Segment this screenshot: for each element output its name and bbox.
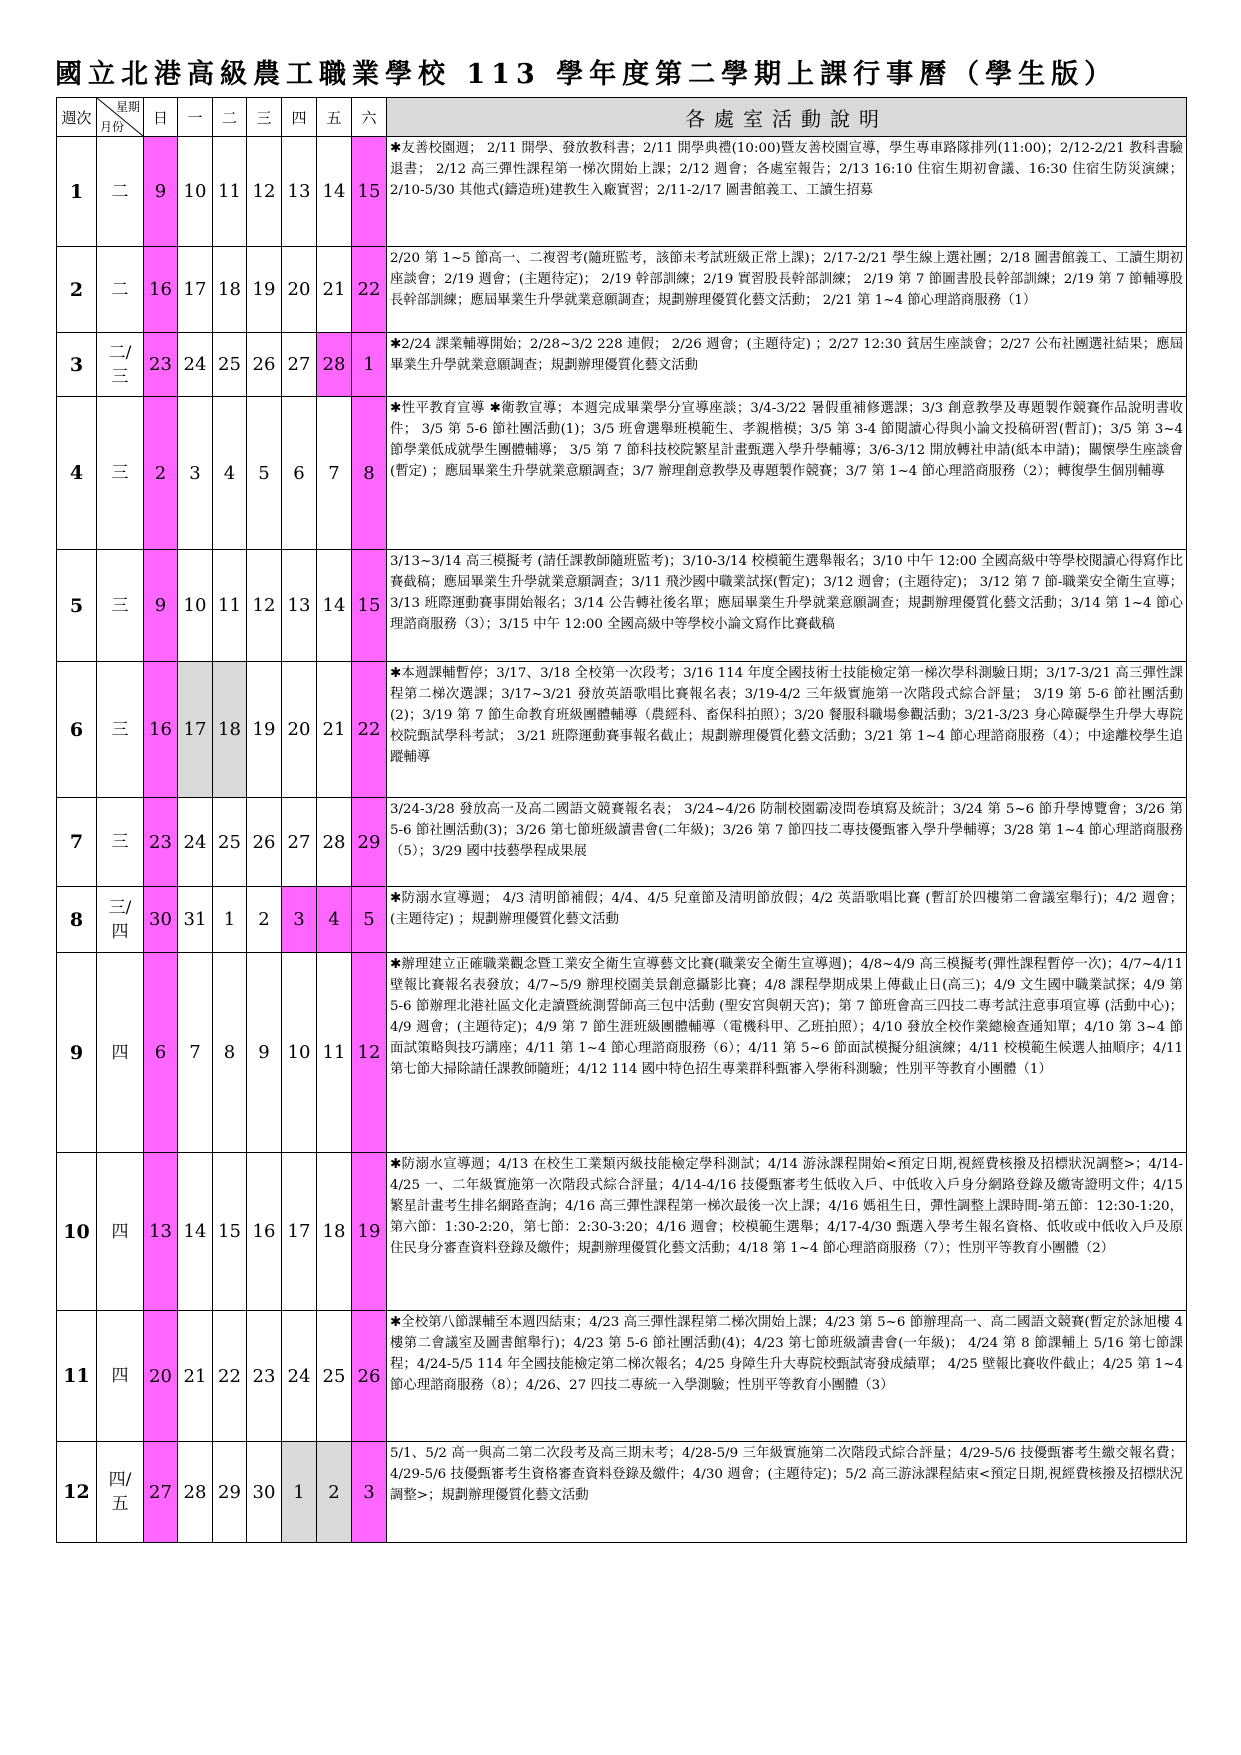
page-title: 國立北港高級農工職業學校 113 學年度第二學期上課行事曆（學生版） [55, 59, 1118, 90]
month-cell: 四 [97, 1311, 144, 1442]
date-cell: 15 [213, 1153, 247, 1311]
header-day-fri: 五 [317, 98, 352, 137]
date-cell: 21 [317, 662, 352, 798]
date-cell: 14 [317, 137, 352, 247]
date-cell: 14 [317, 550, 352, 662]
date-cell: 11 [317, 953, 352, 1153]
month-cell: 二 [97, 247, 144, 333]
header-day-wed: 三 [247, 98, 282, 137]
header-day-thu: 四 [282, 98, 317, 137]
date-cell: 3 [282, 887, 317, 953]
date-cell: 28 [317, 798, 352, 887]
date-cell: 25 [213, 798, 247, 887]
date-cell: 16 [144, 662, 178, 798]
date-cell: 17 [178, 247, 213, 333]
date-cell: 26 [247, 798, 282, 887]
date-cell: 7 [317, 397, 352, 550]
date-cell: 17 [282, 1153, 317, 1311]
week-row [57, 247, 1187, 333]
month-part: 三/ [108, 897, 132, 918]
date-cell: 18 [317, 1153, 352, 1311]
week-row [57, 333, 1187, 397]
activity-cell: 2/20 第 1~5 節高一、二複習考(隨班監考，該節未考試班級正常上課)；2/17-2/21 學生線上選社團；2/18 圖書館義工、工讀生期初座談會；2/19 週會；(主題待定)； 2/19 幹部訓練；2/19 實習股長幹部訓練； 2/19 第 7 節圖書股長幹部訓練；2/19 第 7 節輔導股長幹部訓練；應屆畢業生升學就業意願調查；規劃辦理優質化藝文活動； 2/21 第 1~4 節心理諮商服務（1） [387, 247, 1187, 333]
date-cell: 5 [352, 887, 387, 953]
calendar-table [56, 97, 1187, 1543]
date-cell: 10 [178, 550, 213, 662]
month-cell: 三 [97, 798, 144, 887]
activity-cell: ✱全校第八節課輔至本週四結束；4/23 高三彈性課程第二梯次開始上課；4/23 第 5~6 節辦理高一、高二國語文競賽(暫定於詠旭樓 4 樓第二會議室及圖書館舉行)；4/23 第 5-6 節社團活動(4)；4/23 第七節班級讀書會(一年級)； 4/24 第 8 節課輔上 5/16 第七節課程；4/24-5/5 114 年全國技能檢定第二梯次報名；4/25 身障生升大專院校甄試寄發成績單； 4/25 壁報比賽收件截止；4/25 第 1~4 節心理諮商服務（8）；4/26、27 四技二專統一入學測驗；性別平等教育小團體（3） [387, 1311, 1187, 1442]
month-part: 二/ [108, 342, 132, 363]
date-cell: 26 [352, 1311, 387, 1442]
date-cell: 18 [213, 662, 247, 798]
week-row [57, 1442, 1187, 1543]
date-cell: 5 [247, 397, 282, 550]
activity-cell: 3/13~3/14 高三模擬考 (請任課教師隨班監考)；3/10-3/14 校模範生選舉報名；3/10 中午 12:00 全國高級中等學校閱讀心得寫作比賽截稿；應屆畢業生升學就業意願調查；3/11 飛沙國中職業試探(暫定)；3/12 週會；(主題待定)； 3/12 第 7 節-職業安全衛生宣導；3/13 班際運動賽事開始報名；3/14 公告轉社後名單；應屆畢業生升學就業意願調查；規劃辦理優質化藝文活動；3/14 第 1~4 節心理諮商服務（3）；3/15 中午 12:00 全國高級中等學校小論文寫作比賽截稿 [387, 550, 1187, 662]
week-number: 12 [57, 1442, 97, 1543]
date-cell: 2 [317, 1442, 352, 1543]
week-number: 5 [57, 550, 97, 662]
activity-cell: ✱本週課輔暫停；3/17、3/18 全校第一次段考；3/16 114 年度全國技術士技能檢定第一梯次學科測驗日期；3/17-3/21 高三彈性課程第二梯次選課；3/17~3/21 發放英語歌唱比賽報名表；3/19-4/2 三年級實施第一次階段式綜合評量； 3/19 第 5-6 節社團活動(2)；3/19 第 7 節生命教育班級團體輔導（農經科、畜保科拍照）；3/20 餐服科職場參觀活動；3/21-3/23 身心障礙學生升學大專院校院甄試學科考試； 3/21 班際運動賽事報名截止；規劃辦理優質化藝文活動；3/21 第 1~4 節心理諮商服務（4）；中途離校學生追蹤輔導 [387, 662, 1187, 798]
month-cell [97, 1442, 144, 1543]
week-row [57, 662, 1187, 798]
date-cell: 29 [352, 798, 387, 887]
week-number: 6 [57, 662, 97, 798]
date-cell: 17 [178, 662, 213, 798]
date-cell: 10 [178, 137, 213, 247]
date-cell: 24 [282, 1311, 317, 1442]
date-cell: 29 [213, 1442, 247, 1543]
date-cell: 3 [178, 397, 213, 550]
date-cell: 6 [282, 397, 317, 550]
header-day-tue: 二 [213, 98, 247, 137]
week-row [57, 1153, 1187, 1311]
header-activities: 各處室活動說明 [387, 98, 1187, 137]
date-cell: 11 [213, 550, 247, 662]
week-number: 9 [57, 953, 97, 1153]
week-number: 1 [57, 137, 97, 247]
header-weekday-month [97, 98, 144, 137]
date-cell: 2 [144, 397, 178, 550]
month-cell [97, 333, 144, 397]
date-cell: 1 [282, 1442, 317, 1543]
date-cell: 13 [282, 137, 317, 247]
week-row [57, 1311, 1187, 1442]
week-row [57, 953, 1187, 1153]
date-cell: 12 [352, 953, 387, 1153]
date-cell: 9 [247, 953, 282, 1153]
date-cell: 9 [144, 550, 178, 662]
date-cell: 25 [213, 333, 247, 397]
week-number: 7 [57, 798, 97, 887]
week-number: 2 [57, 247, 97, 333]
date-cell: 8 [213, 953, 247, 1153]
activity-cell: 5/1、5/2 高一與高二第二次段考及高三期末考；4/28-5/9 三年級實施第二次階段式綜合評量；4/29-5/6 技優甄審考生繳交報名費；4/29-5/6 技優甄審考生資格審查資料登錄及繳件；4/30 週會；(主題待定)；5/2 高三游泳課程結束<預定日期,視經費核撥及招標狀況調整>；規劃辦理優質化藝文活動 [387, 1442, 1187, 1543]
activity-cell: ✱辦理建立正確職業觀念暨工業安全衛生宣導藝文比賽(職業安全衛生宣導週)；4/8~4/9 高三模擬考(彈性課程暫停一次)；4/7~4/11 壁報比賽報名表發放；4/7~5/9 辦理校園美景創意攝影比賽；4/8 課程學期成果上傳截止日(高三)；4/9 文生國中職業試探；4/9 第 5-6 節辦理北港社區文化走讀暨統測誓師高三包中活動 (聖安宮與朝天宮)；第 7 節班會高三四技二專考試注意事項宣導 (活動中心)；4/9 週會；(主題待定)；4/9 第 7 節生涯班級團體輔導（電機科甲、乙班拍照）；4/10 發放全校作業總檢查通知單；4/10 第 3~4 節面試策略與技巧講座；4/11 第 1~4 節心理諮商服務（6）；4/11 第 5~6 節面試模擬分組演練；4/11 校模範生候選人抽順序；4/11 第七節大掃除請任課教師隨班；4/12 114 國中特色招生專業群科甄審入學術科測驗；性別平等教育小團體（1） [387, 953, 1187, 1153]
week-row [57, 887, 1187, 953]
activity-cell: 3/24-3/28 發放高一及高二國語文競賽報名表； 3/24~4/26 防制校園霸凌問卷填寫及統計；3/24 第 5~6 節升學博覽會；3/26 第 5-6 節社團活動(3)；3/26 第七節班級讀書會(二年級)；3/26 第 7 節四技二專技優甄審入學升學輔導；3/28 第 1~4 節心理諮商服務（5）；3/29 國中技藝學程成果展 [387, 798, 1187, 887]
date-cell: 24 [178, 333, 213, 397]
date-cell: 1 [213, 887, 247, 953]
date-cell: 30 [144, 887, 178, 953]
date-cell: 22 [352, 247, 387, 333]
date-cell: 23 [144, 798, 178, 887]
date-cell: 7 [178, 953, 213, 1153]
header-month: 月份 [100, 120, 125, 134]
date-cell: 13 [282, 550, 317, 662]
date-cell: 12 [247, 137, 282, 247]
activity-cell: ✱性平教育宣導 ✱衛教宣導；本週完成畢業學分宣導座談；3/4-3/22 暑假重補修選課；3/3 創意教學及專題製作競賽作品說明書收件； 3/5 第 5-6 節社團活動(1)；3/5 班會選舉班模範生、孝親楷模；3/5 第 3-4 節閱讀心得與小論文投稿研習(暫訂)；3/5 第 3~4 節學業低成就學生團體輔導； 3/5 第 7 節科技校院繁星計畫甄選入學升學輔導；3/6-3/12 開放轉社申請(紙本申請)；關懷學生座談會(暫定) ；應屆畢業生升學就業意願調查；3/7 辦理創意教學及專題製作競賽；3/7 第 1~4 節心理諮商服務（2）；轉復學生個別輔導 [387, 397, 1187, 550]
date-cell: 4 [317, 887, 352, 953]
month-cell [97, 887, 144, 953]
date-cell: 23 [247, 1311, 282, 1442]
date-cell: 31 [178, 887, 213, 953]
date-cell: 12 [247, 550, 282, 662]
week-row [57, 550, 1187, 662]
date-cell: 24 [178, 798, 213, 887]
week-number: 4 [57, 397, 97, 550]
date-cell: 6 [144, 953, 178, 1153]
date-cell: 21 [317, 247, 352, 333]
month-cell: 四 [97, 1153, 144, 1311]
activity-cell: ✱2/24 課業輔導開始；2/28~3/2 228 連假； 2/26 週會；(主題待定) ；2/27 12:30 貧居生座談會；2/27 公布社團選社結果；應屆畢業生升學就業意願調查；規劃辦理優質化藝文活動 [387, 333, 1187, 397]
date-cell: 18 [213, 247, 247, 333]
month-part: 三 [111, 366, 129, 387]
month-cell: 三 [97, 397, 144, 550]
week-row [57, 798, 1187, 887]
date-cell: 26 [247, 333, 282, 397]
date-cell: 21 [178, 1311, 213, 1442]
date-cell: 1 [352, 333, 387, 397]
date-cell: 8 [352, 397, 387, 550]
date-cell: 14 [178, 1153, 213, 1311]
date-cell: 23 [144, 333, 178, 397]
week-number: 11 [57, 1311, 97, 1442]
activity-cell: ✱友善校園週； 2/11 開學、發放教科書；2/11 開學典禮(10:00)暨友善校園宣導，學生專車路隊排列(11:00)；2/12-2/21 教科書驗退書； 2/12 高三彈性課程第一梯次開始上課；2/12 週會；各處室報告；2/13 16:10 住宿生期初會議、16:30 住宿生防災演練；2/10-5/30 其他式(鑄造班)建教生入廠實習；2/11-2/17 圖書館義工、工讀生招募 [387, 137, 1187, 247]
date-cell: 22 [352, 662, 387, 798]
date-cell: 19 [352, 1153, 387, 1311]
week-number: 10 [57, 1153, 97, 1311]
week-row [57, 137, 1187, 247]
date-cell: 15 [352, 137, 387, 247]
week-row [57, 397, 1187, 550]
date-cell: 15 [352, 550, 387, 662]
date-cell: 16 [144, 247, 178, 333]
week-number: 3 [57, 333, 97, 397]
date-cell: 20 [282, 662, 317, 798]
date-cell: 25 [317, 1311, 352, 1442]
date-cell: 2 [247, 887, 282, 953]
date-cell: 20 [144, 1311, 178, 1442]
month-part: 四 [111, 921, 129, 942]
header-row [57, 98, 1187, 137]
date-cell: 20 [282, 247, 317, 333]
header-day-sun: 日 [144, 98, 178, 137]
month-cell: 四 [97, 953, 144, 1153]
date-cell: 9 [144, 137, 178, 247]
date-cell: 28 [317, 333, 352, 397]
date-cell: 28 [178, 1442, 213, 1543]
activity-cell: ✱防溺水宣導週；4/13 在校生工業類丙級技能檢定學科測試；4/14 游泳課程開始<預定日期,視經費核撥及招標狀況調整>；4/14-4/25 一、二年級實施第一次階段式綜合評量；4/14-4/16 技優甄審考生低收入戶、中低收入戶身分網路登錄及繳寄證明文件；4/15 繁星計畫考生排名網路查詢；4/16 高三彈性課程第一梯次最後一次上課；4/16 媽祖生日，彈性調整上課時間-第五節：12:30-1:20，第六節：1:30-2:20，第七節：2:30-3:20；4/16 週會；校模範生選舉；4/17-4/30 甄選入學考生報名資格、低收或中低收入戶及原住民身分審查資料登錄及繳件；規劃辦理優質化藝文活動；4/18 第 1~4 節心理諮商服務（7）；性別平等教育小團體（2） [387, 1153, 1187, 1311]
date-cell: 27 [282, 333, 317, 397]
date-cell: 13 [144, 1153, 178, 1311]
month-cell: 二 [97, 137, 144, 247]
month-part: 五 [111, 1494, 129, 1514]
header-day-mon: 一 [178, 98, 213, 137]
date-cell: 4 [213, 397, 247, 550]
activity-cell: ✱防溺水宣導週； 4/3 清明節補假；4/4、4/5 兒童節及清明節放假；4/2 英語歌唱比賽 (暫訂於四樓第二會議室舉行)；4/2 週會； (主題待定) ；規劃辦理優質化藝文活動 [387, 887, 1187, 953]
header-week: 週次 [57, 98, 97, 137]
date-cell: 10 [282, 953, 317, 1153]
date-cell: 30 [247, 1442, 282, 1543]
date-cell: 19 [247, 662, 282, 798]
month-cell: 三 [97, 550, 144, 662]
date-cell: 27 [282, 798, 317, 887]
date-cell: 11 [213, 137, 247, 247]
date-cell: 3 [352, 1442, 387, 1543]
header-day-sat: 六 [352, 98, 387, 137]
date-cell: 16 [247, 1153, 282, 1311]
header-weekday: 星期 [115, 100, 140, 114]
week-number: 8 [57, 887, 97, 953]
month-part: 四/ [108, 1470, 132, 1490]
date-cell: 19 [247, 247, 282, 333]
date-cell: 22 [213, 1311, 247, 1442]
month-cell: 三 [97, 662, 144, 798]
date-cell: 27 [144, 1442, 178, 1543]
